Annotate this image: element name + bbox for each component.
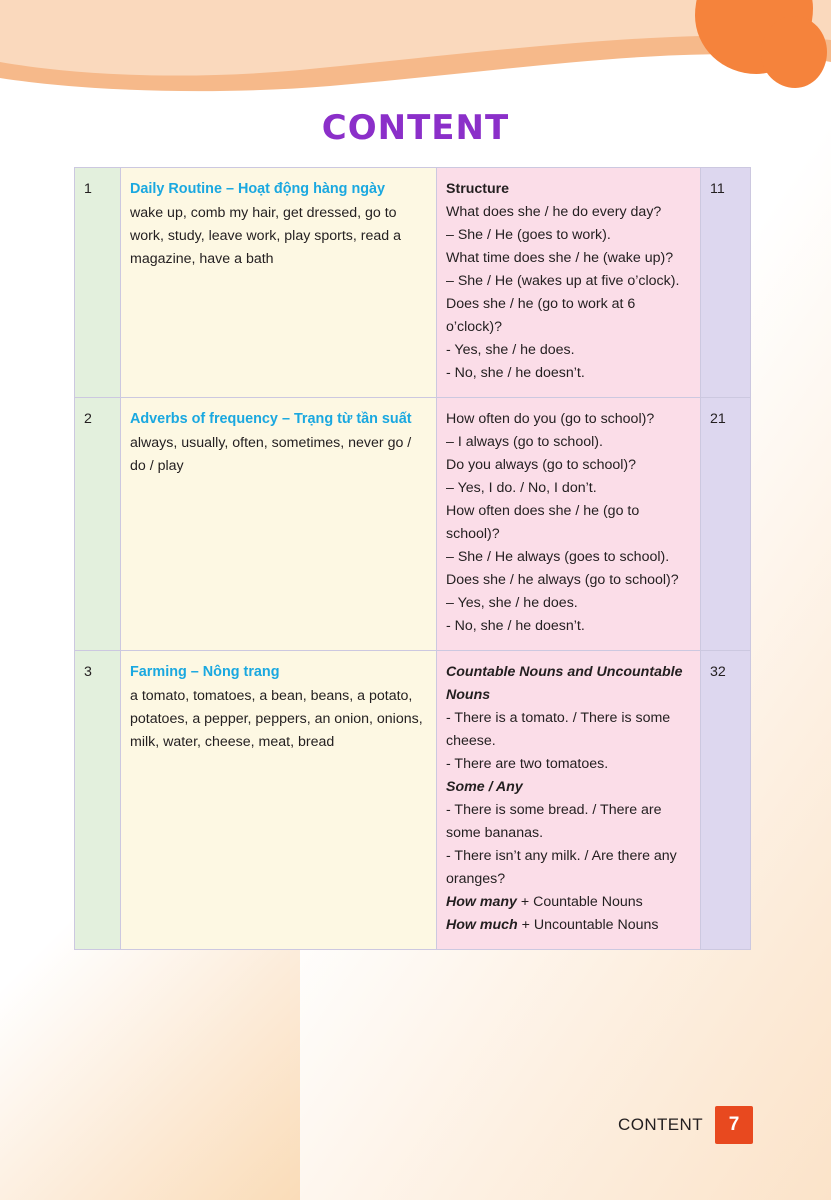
structure-heading: Countable Nouns and Uncountable Nouns xyxy=(446,664,683,703)
row-number: 3 xyxy=(75,651,121,950)
structure-line: – She / He (goes to work). xyxy=(446,227,611,243)
structure-line: – Yes, she / he does. xyxy=(446,595,578,611)
page-footer xyxy=(618,1106,753,1144)
structure-line: Does she / he always (go to school)? xyxy=(446,572,679,588)
structure-line: - Yes, she / he does. xyxy=(446,342,575,358)
structure-line: - There are two tomatoes. xyxy=(446,756,609,772)
structure-line: – Yes, I do. / No, I don’t. xyxy=(446,480,597,496)
structure-line: What time does she / he (wake up)? xyxy=(446,250,674,266)
structure-line: – She / He always (goes to school). xyxy=(446,549,670,565)
table-row xyxy=(75,398,751,651)
row-structure xyxy=(437,398,701,651)
structure-line: - There isn’t any milk. / Are there any oranges? xyxy=(446,848,677,887)
row-page-number: 11 xyxy=(701,168,751,398)
decorative-top-banner xyxy=(0,0,831,110)
how-much-rest: + Uncountable Nouns xyxy=(517,917,659,933)
topic-vocabulary: always, usually, often, sometimes, never go / do / play xyxy=(130,435,412,475)
page-title: CONTENT xyxy=(321,108,510,148)
row-topic xyxy=(121,168,437,398)
topic-vocabulary: a tomato, tomatoes, a bean, beans, a potato, potatoes, a pepper, peppers, an onion, onions, milk, water, cheese, meat, bread xyxy=(130,688,423,751)
topic-vocabulary: wake up, comb my hair, get dressed, go to work, study, leave work, play sports, read a magazine, have a bath xyxy=(130,205,401,268)
structure-line: - There is a tomato. / There is some cheese. xyxy=(446,710,671,749)
footer-page-badge: 7 xyxy=(715,1106,753,1144)
topic-title: Daily Routine – Hoạt động hàng ngày xyxy=(130,181,386,197)
structure-line: – I always (go to school). xyxy=(446,434,603,450)
structure-line: Does she / he (go to work at 6 o’clock)? xyxy=(446,296,636,335)
emphasis-how-much: How much xyxy=(446,917,518,933)
structure-line: - There is some bread. / There are some bananas. xyxy=(446,802,662,841)
structure-line-how-many xyxy=(446,891,691,914)
table-row xyxy=(75,168,751,398)
structure-line: How often do you (go to school)? xyxy=(446,411,655,427)
row-page-number: 32 xyxy=(701,651,751,950)
emphasis-how-many: How many xyxy=(446,894,517,910)
row-number: 2 xyxy=(75,398,121,651)
row-structure xyxy=(437,168,701,398)
row-topic xyxy=(121,651,437,950)
topic-title: Farming – Nông trang xyxy=(130,664,280,680)
table-row xyxy=(75,651,751,950)
structure-line: Do you always (go to school)? xyxy=(446,457,637,473)
content-table xyxy=(74,167,751,950)
row-topic xyxy=(121,398,437,651)
row-number: 1 xyxy=(75,168,121,398)
structure-sub-heading: Some / Any xyxy=(446,779,523,795)
topic-title: Adverbs of frequency – Trạng từ tần suất xyxy=(130,411,412,427)
how-many-rest: + Countable Nouns xyxy=(516,894,643,910)
structure-line: What does she / he do every day? xyxy=(446,204,662,220)
row-structure xyxy=(437,651,701,950)
structure-line: – She / He (wakes up at five o’clock). xyxy=(446,273,680,289)
structure-line-how-much xyxy=(446,914,691,937)
structure-line: How often does she / he (go to school)? xyxy=(446,503,640,542)
decorative-orange-blob-small xyxy=(761,16,827,88)
structure-line: - No, she / he doesn’t. xyxy=(446,365,585,381)
row-page-number: 21 xyxy=(701,398,751,651)
structure-heading: Structure xyxy=(446,181,510,197)
footer-label: CONTENT xyxy=(618,1115,703,1134)
structure-line: - No, she / he doesn’t. xyxy=(446,618,585,634)
